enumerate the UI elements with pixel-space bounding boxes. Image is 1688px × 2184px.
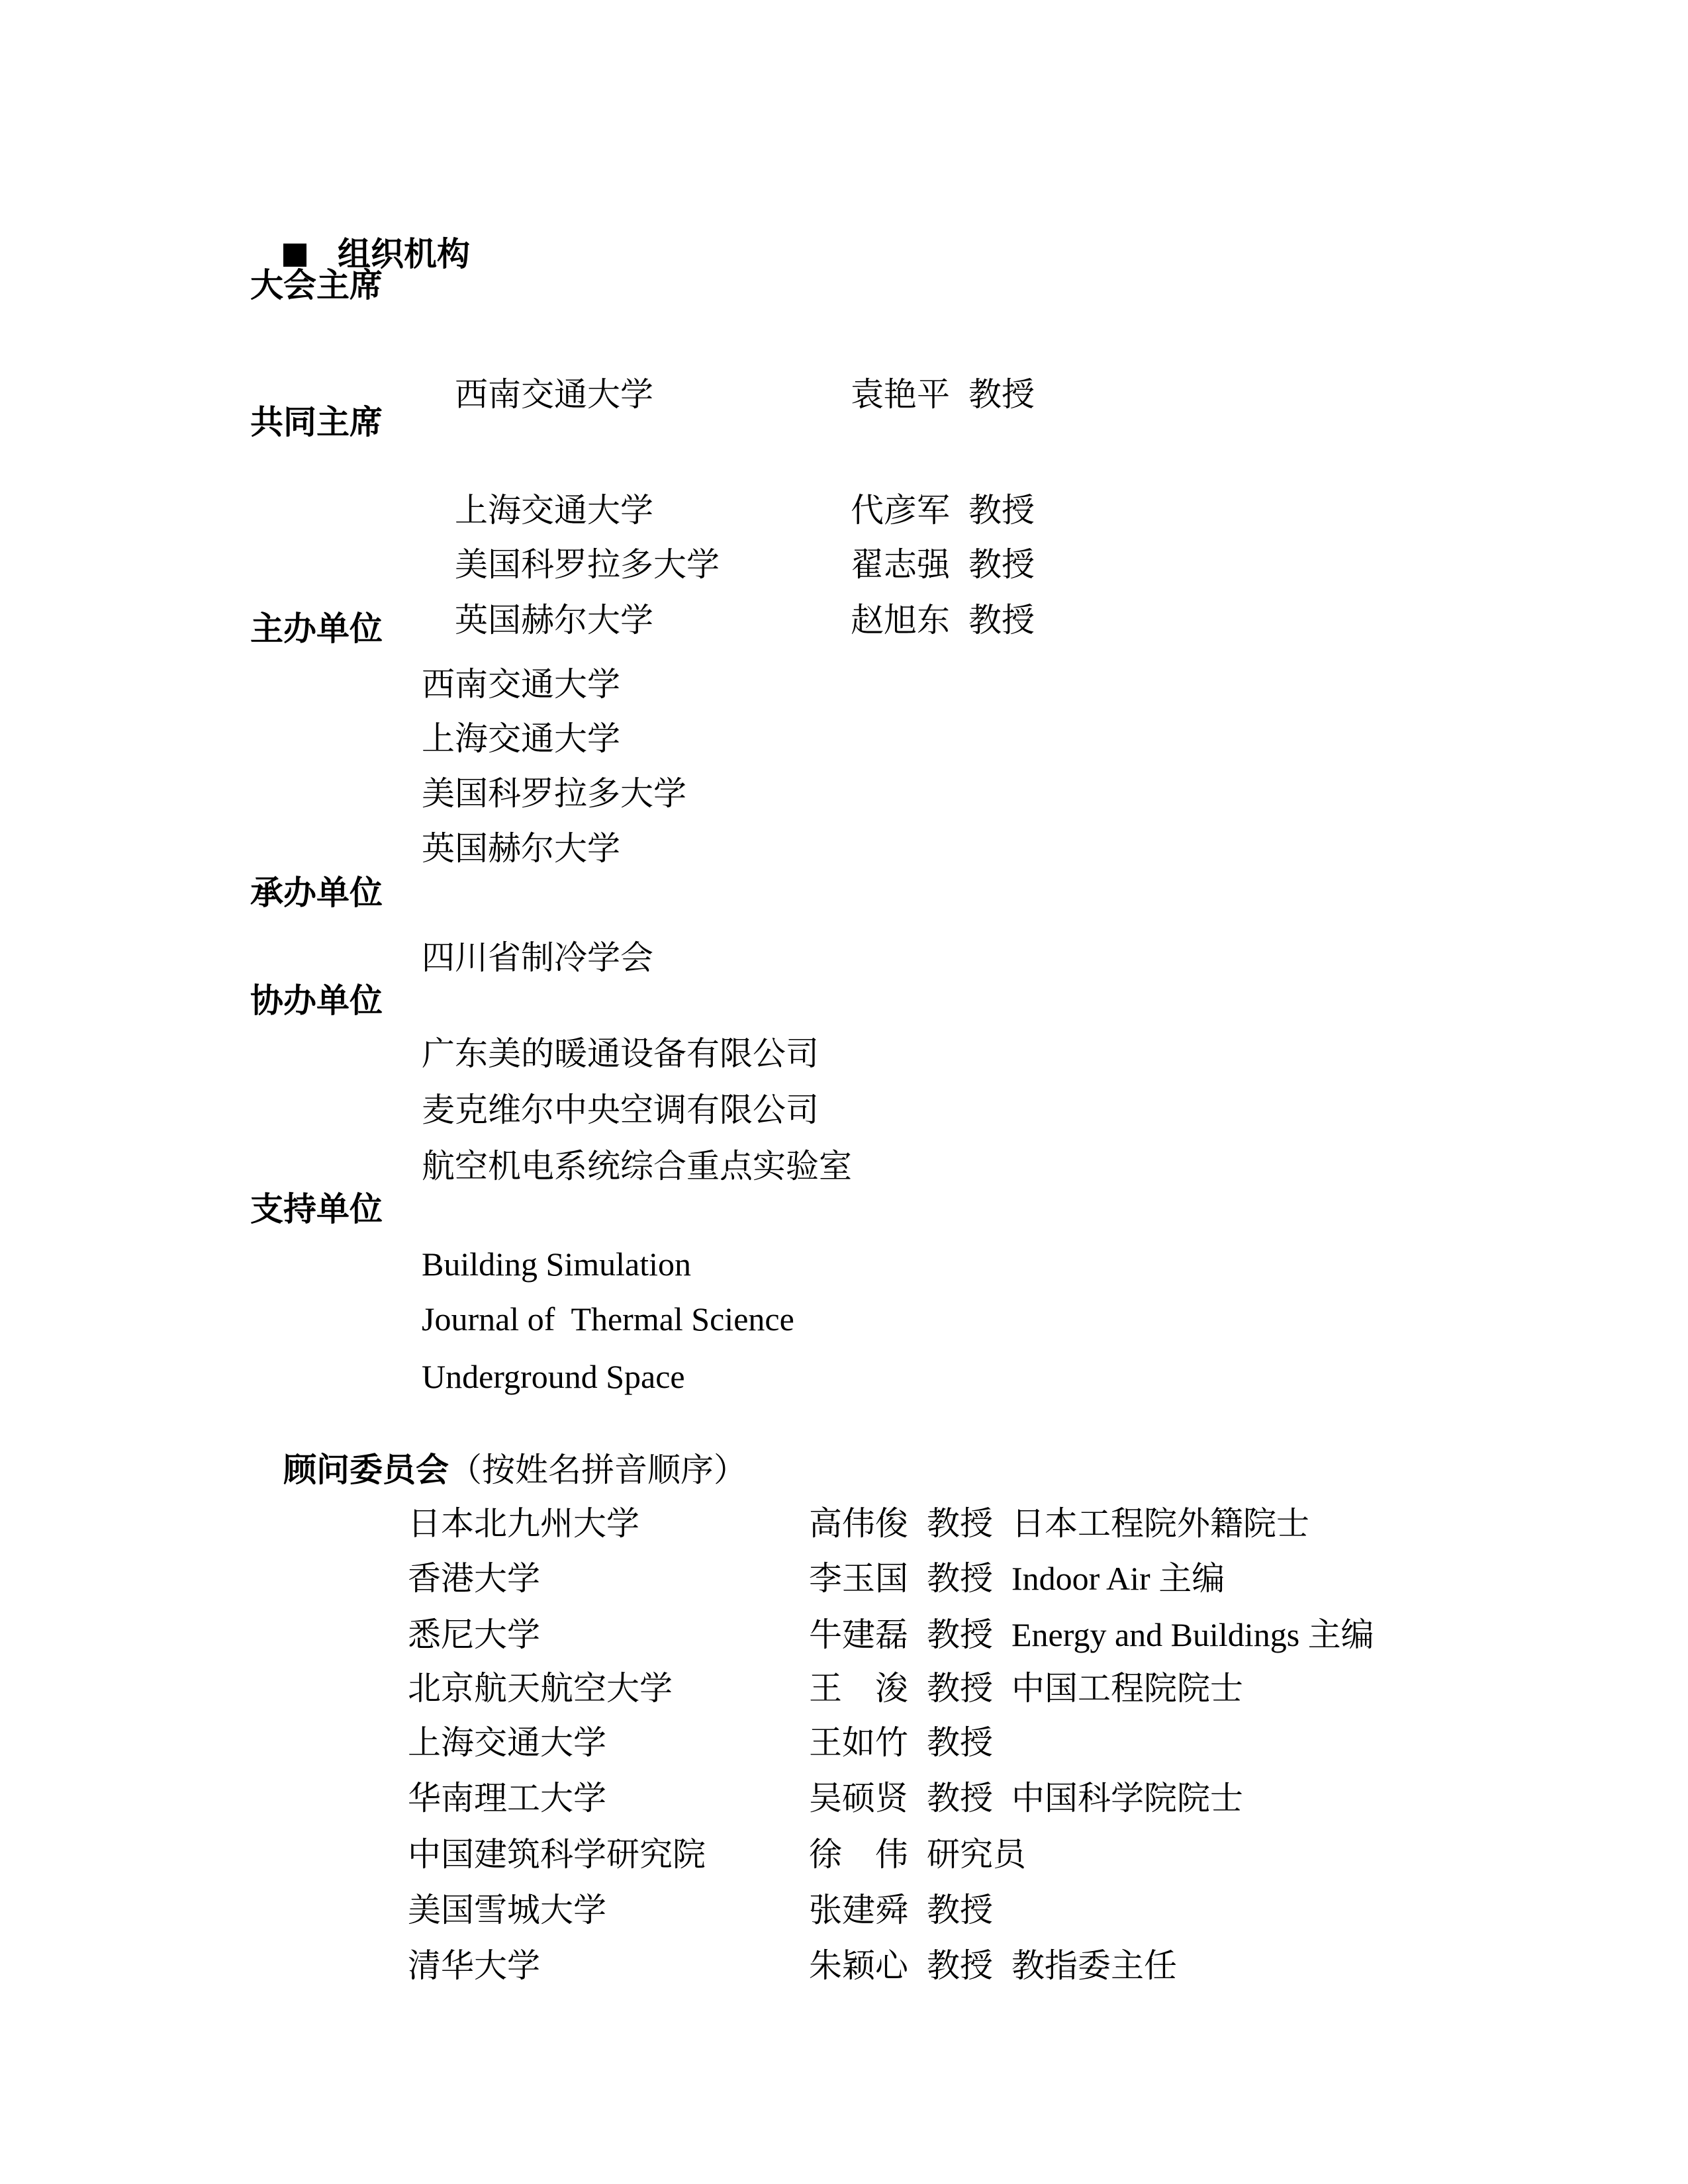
honor-cell: Energy and Buildings 主编 <box>1011 1616 1374 1653</box>
org-cell: 美国雪城大学 <box>408 1891 606 1929</box>
org-cell: 悉尼大学 <box>408 1616 540 1653</box>
org-cell: 中国建筑科学研究院 <box>408 1836 706 1873</box>
title-cell: 教授 <box>927 1780 993 1817</box>
name-cell: 翟志强 <box>851 546 950 583</box>
title-cell: 研究员 <box>927 1836 1026 1873</box>
square-bullet-icon <box>283 244 306 267</box>
table-row <box>422 341 1035 448</box>
title-cell: 教授 <box>927 1505 993 1542</box>
title-cell: 教授 <box>927 1947 993 1984</box>
title-cell: 教授 <box>927 1670 993 1707</box>
section-heading-advisory-note: （按姓名拼音顺序） <box>449 1451 747 1488</box>
title-cell: 教授 <box>968 376 1035 413</box>
org-cell: 华南理工大学 <box>408 1780 606 1817</box>
org-cell: 北京航天航空大学 <box>408 1670 673 1707</box>
list-item: 美国科罗拉多大学 <box>422 775 686 812</box>
name-cell: 朱颖心 <box>809 1947 908 1984</box>
org-cell: 清华大学 <box>408 1947 540 1984</box>
list-item: Underground Space <box>422 1358 685 1395</box>
name-cell: 吴硕贤 <box>809 1780 908 1817</box>
list-item: 航空机电系统综合重点实验室 <box>422 1148 852 1185</box>
list-item: 上海交通大学 <box>422 720 620 757</box>
org-cell: 美国科罗拉多大学 <box>455 546 720 583</box>
name-cell: 徐 伟 <box>809 1836 908 1873</box>
name-cell: 赵旭东 <box>851 602 950 639</box>
honor-cell: 中国科学院院士 <box>1011 1780 1243 1817</box>
honor-cell: 中国工程院院士 <box>1011 1670 1243 1707</box>
org-cell: 上海交通大学 <box>408 1724 606 1761</box>
title-cell: 教授 <box>927 1891 993 1929</box>
name-cell: 王 浚 <box>809 1670 908 1707</box>
table-row <box>422 567 1035 674</box>
name-cell: 王如竹 <box>809 1724 908 1761</box>
section-heading-advisory-text: 顾问委员会 <box>283 1451 449 1488</box>
title-cell: 教授 <box>968 602 1035 639</box>
title-cell: 教授 <box>968 546 1035 583</box>
name-cell: 高伟俊 <box>809 1505 908 1542</box>
name-cell: 李玉国 <box>809 1560 908 1597</box>
title-cell: 教授 <box>927 1560 993 1597</box>
title-cell: 教授 <box>968 492 1035 529</box>
name-cell: 张建舜 <box>809 1891 908 1929</box>
name-cell: 袁艳平 <box>851 376 950 413</box>
honor-cell: 教指委主任 <box>1011 1947 1177 1984</box>
list-item: Building Simulation <box>422 1246 691 1283</box>
name-cell: 牛建磊 <box>809 1616 908 1653</box>
list-item: 麦克维尔中央空调有限公司 <box>422 1091 819 1128</box>
section-heading-organizer: 承办单位 <box>250 874 383 911</box>
page-title-text: 组织机构 <box>338 236 470 273</box>
list-item: Journal of Thermal Science <box>422 1300 794 1338</box>
list-item: 四川省制冷学会 <box>422 939 653 976</box>
section-heading-cochair: 共同主席 <box>250 404 383 441</box>
org-cell: 日本北九州大学 <box>408 1505 639 1542</box>
list-item: 广东美的暖通设备有限公司 <box>422 1035 819 1072</box>
org-cell: 上海交通大学 <box>455 492 653 529</box>
honor-cell: Indoor Air 主编 <box>1011 1560 1225 1597</box>
section-heading-support: 支持单位 <box>250 1191 383 1228</box>
title-cell: 教授 <box>927 1616 993 1653</box>
org-cell: 西南交通大学 <box>455 376 653 413</box>
table-row <box>375 1912 1177 2019</box>
list-item: 英国赫尔大学 <box>422 830 620 867</box>
title-cell: 教授 <box>927 1724 993 1761</box>
section-heading-chair: 大会主席 <box>250 267 383 304</box>
name-cell: 代彦军 <box>851 492 950 529</box>
section-heading-coorganizer: 协办单位 <box>250 982 383 1019</box>
org-cell: 英国赫尔大学 <box>455 602 653 639</box>
list-item: 西南交通大学 <box>422 666 620 703</box>
honor-cell: 日本工程院外籍院士 <box>1011 1505 1309 1542</box>
org-cell: 香港大学 <box>408 1560 540 1597</box>
section-heading-host: 主办单位 <box>250 610 383 647</box>
